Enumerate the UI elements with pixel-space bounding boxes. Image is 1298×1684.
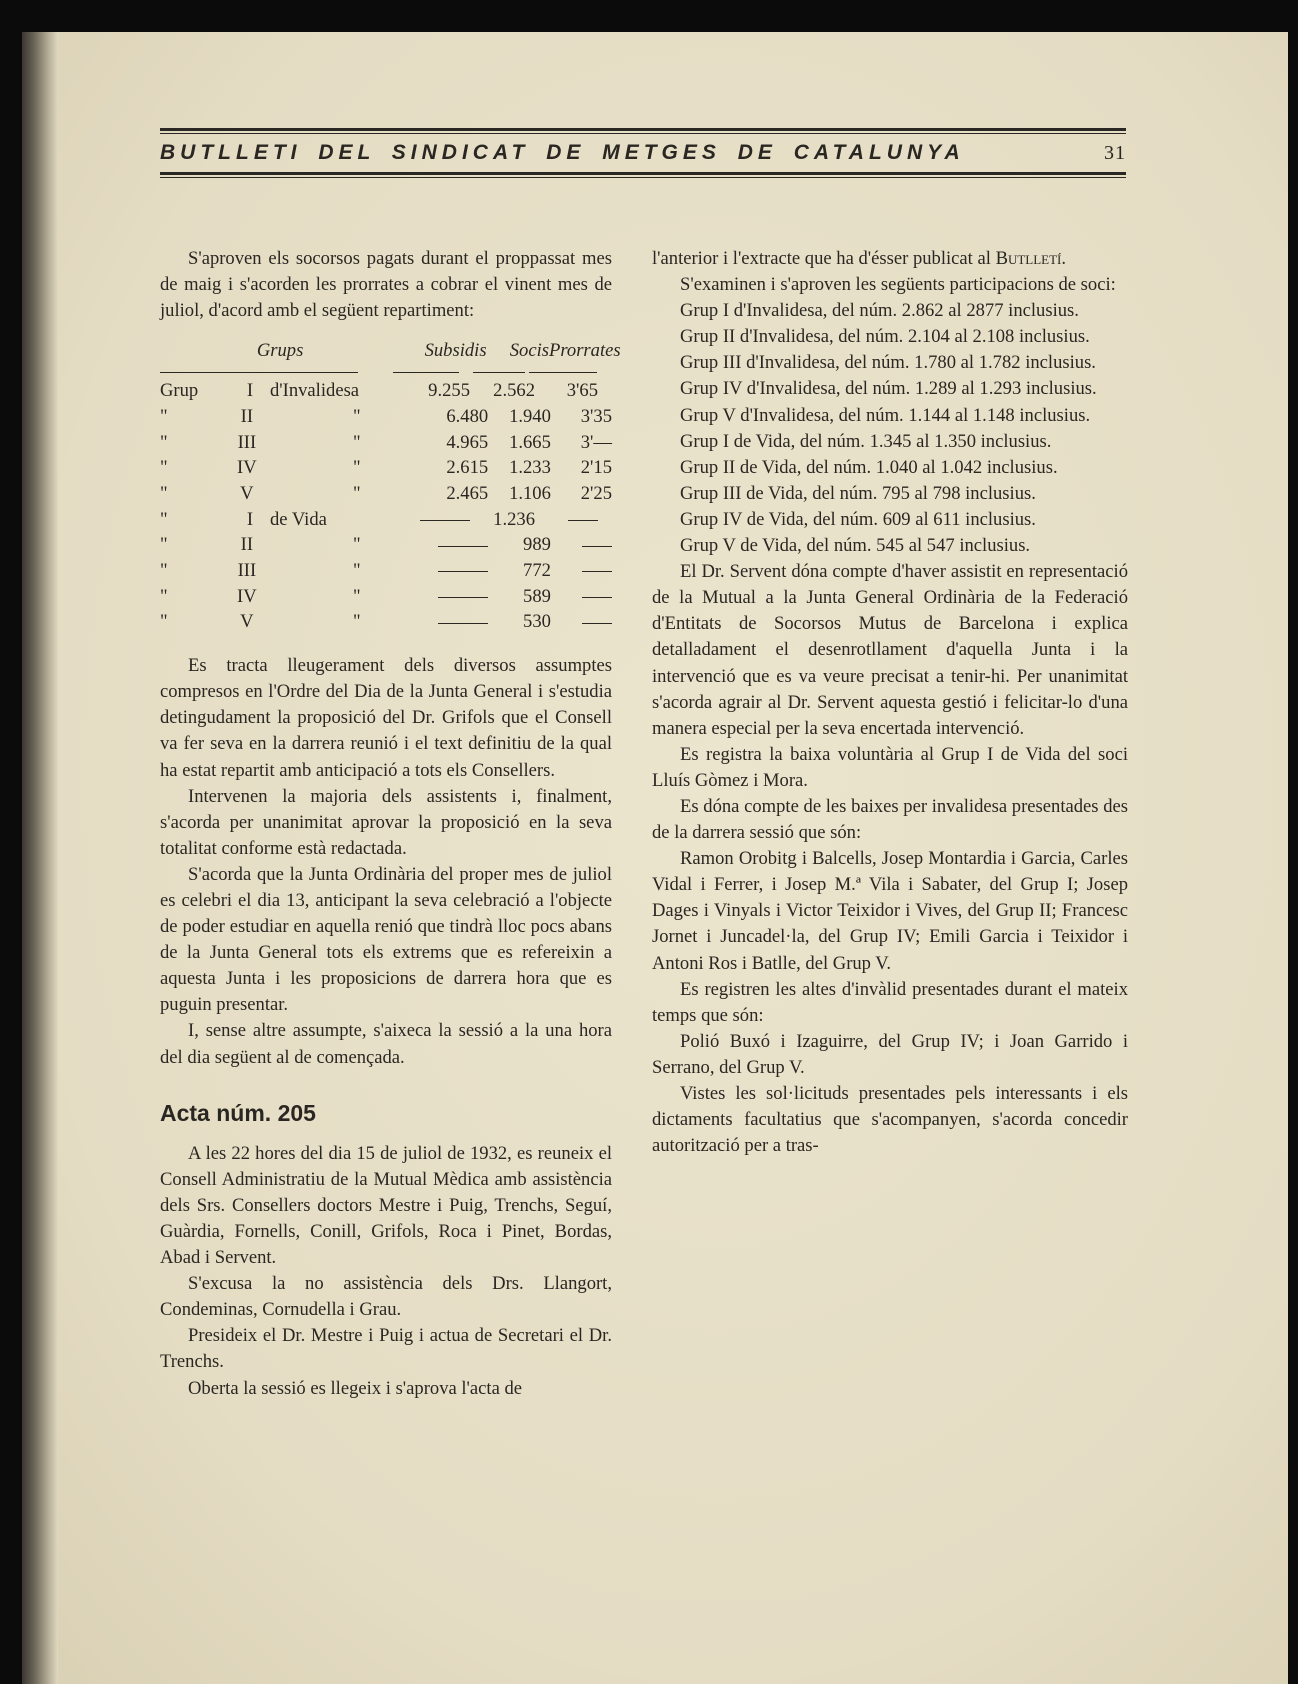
paragraph: Es tracta lleugerament dels diversos assumptes compresos en l'Ordre del Dia de la Junta General i s'estudia detingudament la proposició del Dr. Grifols que el Consell va fer seva en la darrera reunió i el text definitiu de la qual ha estat repartit amb anticipació a tots els Consellers. [160,655,612,781]
dash-mark [582,546,612,547]
paragraph: Es registra la baixa voluntària al Grup I de Vida del soci Lluís Gòmez i Mora. [652,743,1128,791]
cell-group-number: IV [237,585,257,607]
cell-ditto: " [353,611,361,633]
paragraph: Oberta la sessió es llegeix i s'aprova l'acta de [188,1377,523,1399]
header-subsidis: Subsidis [424,340,487,362]
cell-prorrates: 3'65 [566,380,598,402]
cell-subsidis [401,532,488,558]
cell-prorrates: 3'35 [580,405,612,427]
cell-group-label: " [160,457,168,479]
table-row [160,584,612,610]
header-rule-top [160,128,1126,131]
cell-group-label: " [160,431,168,453]
cell-socis: 989 [523,534,551,556]
dash-mark [582,571,612,572]
paragraph: S'excusa la no assistència dels Drs. Llangort, Condeminas, Cornudella i Grau. [160,1273,612,1321]
cell-subsidis [380,507,470,533]
cell-ditto: " [353,483,361,505]
table-row [160,404,612,430]
cell-group-kind [295,430,353,456]
paragraph-text: l'anterior i l'extracte que ha d'ésser publicat al [652,248,996,269]
cell-group-number: I [246,380,254,402]
participations-list [652,298,1128,559]
cell-socis: 1.236 [493,508,535,530]
cell-prorrates: 2'15 [580,457,612,479]
cell-group-kind [295,558,353,584]
cell-socis: 530 [523,611,551,633]
table-row [160,481,612,507]
prorrates-table [160,334,621,635]
header-rule-bottom [160,172,1126,175]
cell-ditto: " [353,431,361,453]
cell-group-number: II [240,405,254,427]
paragraph: Intervenen la majoria dels assistents i, finalment, s'acorda per unanimitat aprovar la proposició en la seva totalitat conforme està redactada. [160,785,612,859]
table-row [160,378,612,404]
page-number: 31 [1104,142,1126,164]
dash-mark [438,623,488,624]
header-prorrates: Prorrates [549,340,621,362]
cell-group-number: III [237,560,257,582]
list-item: Grup IV d'Invalidesa, del núm. 1.289 al 1.293 inclusius. [680,378,1097,400]
table-row [160,507,612,533]
table-row [160,532,612,558]
paragraph: S'examinen i s'aproven les següents participacions de soci: [680,274,1116,296]
list-item: Grup V d'Invalidesa, del núm. 1.144 al 1.148 inclusius. [680,404,1091,426]
cell-group-number: IV [237,457,257,479]
dash-mark [582,623,612,624]
cell-ditto: " [353,405,361,427]
header-grups: Grups [256,340,304,362]
cell-group-kind [295,584,353,610]
paragraph: S'aproven els socorsos pagats durant el proppassat mes de maig i s'acorden les prorrates a cobrar el vinent mes de juliol, d'acord amb el següent repartiment: [160,248,612,322]
cell-group-number: III [237,431,257,453]
table-row [160,609,612,635]
cell-group-kind [295,455,353,481]
paragraph: Presideix el Dr. Mestre i Puig i actua de Secretari el Dr. Trenchs. [160,1325,612,1373]
cell-subsidis: 4.965 [446,431,489,453]
scanned-page [22,32,1288,1684]
cell-prorrates: 3'— [580,431,612,453]
cell-group-number: II [240,534,254,556]
list-item: Grup IV de Vida, del núm. 609 al 611 inclusius. [680,508,1036,530]
cell-group-kind [295,404,353,430]
list-item: Grup III de Vida, del núm. 795 al 798 inclusius. [680,482,1036,504]
paragraph [652,246,1128,272]
header-socis: Socis [509,340,549,362]
section-heading: Acta núm. 205 [160,1099,316,1126]
cell-subsidis: 9.255 [428,380,470,402]
dash-mark [438,546,488,547]
cell-socis: 772 [523,560,551,582]
cell-group-label: " [160,560,168,582]
list-item: Grup II de Vida, del núm. 1.040 al 1.042 inclusius. [680,456,1058,478]
cell-subsidis [401,558,488,584]
journal-title: BUTLLETI DEL SINDICAT DE METGES DE CATALUNYA [160,141,965,164]
paragraph: Ramon Orobitg i Balcells, Josep Montardia i Garcia, Carles Vidal i Ferrer, i Josep M.ª Vila i Sabater, del Grup I; Josep Dages i Vinyals i Victor Teixidor i Vives, del Grup II; Francesc Jornet i Juncadel·la, del Grup IV; Emili Garcia i Teixidor i Antoni Ros i Batlle, del Grup V. [652,848,1128,974]
cell-group-label: Grup [160,380,199,402]
cell-prorrates: 2'25 [580,483,612,505]
cell-ditto: " [353,457,361,479]
dash-mark [420,520,470,521]
cell-subsidis: 2.615 [446,457,489,479]
cell-subsidis: 6.480 [446,405,489,427]
cell-group-label: " [160,508,168,530]
table-row [160,430,612,456]
cell-ditto: " [353,534,361,556]
list-item: Grup I d'Invalidesa, del núm. 2.862 al 2877 inclusius. [680,300,1079,322]
butlleti-smallcaps: Butlletí. [995,248,1067,269]
header-rule-bottom-thin [160,177,1126,178]
table-body [160,378,612,635]
table-header [160,334,621,368]
cell-prorrates [535,507,598,533]
cell-prorrates [551,558,612,584]
cell-socis: 1.233 [509,457,551,479]
cell-group-number: V [240,483,254,505]
table-row [160,558,612,584]
paragraph: A les 22 hores del dia 15 de juliol de 1932, es reuneix el Consell Administratiu de la Mutual Mèdica amb assistència dels Srs. Consellers doctors Mestre i Puig, Trenchs, Seguí, Guàrdia, Fornells, Conill, Grifols, Roca i Pinet, Bordas, Abad i Servent. [160,1142,612,1269]
cell-socis: 589 [523,585,551,607]
running-header [160,128,1126,178]
paragraph: Es dóna compte de les baixes per invalidesa presentades des de la darrera sessió que són: [652,795,1128,844]
paragraph: Polió Buxó i Izaguirre, del Grup IV; i Joan Garrido i Serrano, del Grup V. [652,1030,1128,1078]
cell-socis: 2.562 [493,380,535,402]
cell-subsidis [401,609,488,635]
left-column [160,246,621,1402]
paragraph: S'acorda que la Junta Ordinària del proper mes de juliol es celebri el dia 13, anticipant la seva celebració a l'objecte de poder estudiar en aquella renió que tindrà lloc pocs abans de la Junta General tots els extrems que es refereixin a aquesta Junta i les proposicions de darrera hora que es puguin presentar. [160,863,612,1016]
cell-subsidis: 2.465 [446,483,489,505]
cell-group-label: " [160,534,168,556]
cell-socis: 1.665 [509,431,551,453]
dash-mark [582,597,612,598]
cell-group-label: " [160,611,168,633]
table-row [160,455,612,481]
cell-ditto: " [353,585,361,607]
cell-subsidis [401,584,488,610]
cell-group-label: " [160,405,168,427]
paragraph: Es registren les altes d'invàlid presentades durant el mateix temps que són: [652,978,1128,1026]
cell-group-kind [295,609,353,635]
cell-prorrates [551,584,612,610]
paragraph: I, sense altre assumpte, s'aixeca la sessió a la una hora del dia següent al de començada. [160,1020,612,1068]
dash-mark [568,520,598,521]
cell-group-number: V [240,611,254,633]
cell-prorrates [551,609,612,635]
cell-group-label: " [160,585,168,607]
table-header-rules [160,368,612,378]
cell-ditto: " [353,560,361,582]
cell-group-kind [295,532,353,558]
cell-group-kind [295,481,353,507]
cell-group-kind: d'Invalidesa [270,380,360,402]
list-item: Grup II d'Invalidesa, del núm. 2.104 al 2.108 inclusius. [680,326,1090,348]
cell-group-label: " [160,483,168,505]
list-item: Grup V de Vida, del núm. 545 al 547 inclusius. [680,535,1031,557]
cell-prorrates [551,532,612,558]
list-item: Grup I de Vida, del núm. 1.345 al 1.350 inclusius. [680,430,1052,452]
cell-group-number: I [246,508,254,530]
cell-group-kind: de Vida [270,508,327,530]
paragraph: Vistes les sol·licituds presentades pels interessants i els dictaments facultatius que s'acompanyen, s'acorda concedir autorització per a tras- [652,1083,1128,1157]
right-column [652,246,1128,1159]
list-item: Grup III d'Invalidesa, del núm. 1.780 al 1.782 inclusius. [680,352,1096,374]
cell-socis: 1.106 [509,483,551,505]
dash-mark [438,597,488,598]
paragraph: El Dr. Servent dóna compte d'haver assistit en representació de la Mutual a la Junta General Ordinària de la Federació d'Entitats de Socorsos Mutus de Barcelona i explica detalladament el desenrotllament d'aquella Junta i la intervenció que es va veure precisat a tenir-hi. Per unanimitat s'acorda agrair al Dr. Servent aquesta gestió i felicitar-lo d'una manera especial per la seva encertada intervenció. [652,561,1128,739]
header-row [160,134,1126,172]
cell-socis: 1.940 [509,405,551,427]
dash-mark [438,571,488,572]
book-spine-shadow [22,32,58,1684]
